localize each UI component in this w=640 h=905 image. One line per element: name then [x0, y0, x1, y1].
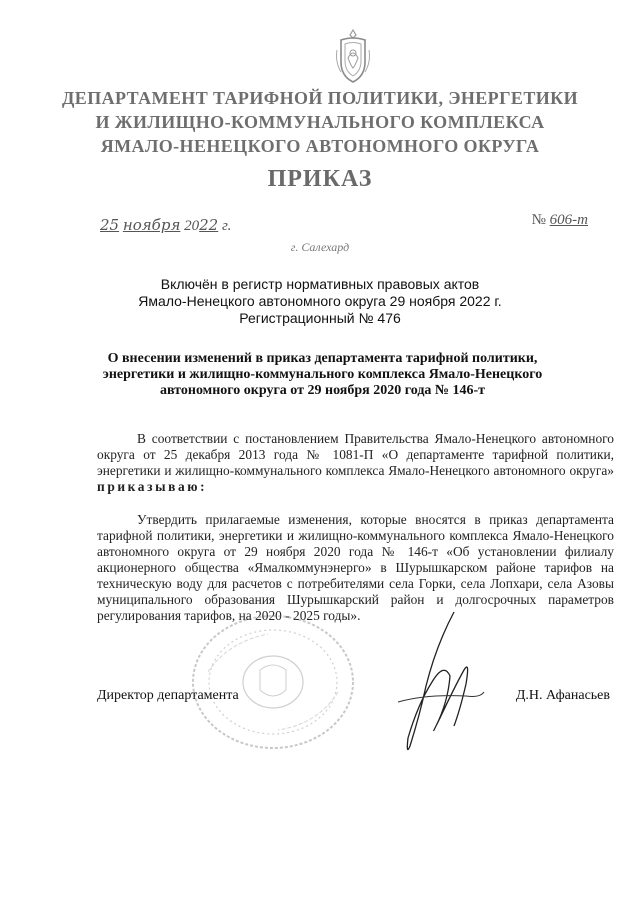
department-line-3: ЯМАЛО-НЕНЕЦКОГО АВТОНОМНОГО ОКРУГА: [100, 136, 540, 156]
order-number: [532, 212, 588, 229]
preamble-text: В соответствии с постановлением Правительства Ямало-Ненецкого автономного округа от 25 декабря 2013 года № 1081-П «О департаменте тарифной политики, энергетики и жилищно-коммунального комплекса Ямало-Ненецкого автономного округа»: [97, 431, 614, 478]
department-name: [40, 86, 600, 158]
date-day: 25: [100, 216, 120, 234]
order-date: [100, 216, 231, 235]
round-seal-icon: [188, 612, 358, 752]
registration-line-1: Включён в регистр нормативных правовых актов: [160, 276, 480, 292]
number-label: №: [531, 212, 546, 228]
operative-paragraph: [97, 512, 614, 624]
handwritten-signature-icon: [396, 606, 486, 766]
registration-line-3: Регистрационный № 476: [239, 310, 401, 326]
department-line-1: ДЕПАРТАМЕНТ ТАРИФНОЙ ПОЛИТИКИ, ЭНЕРГЕТИКИ: [62, 88, 578, 108]
doc-type: ПРИКАЗ: [267, 166, 373, 192]
date-month: ноября: [122, 216, 181, 234]
date-year-prefix: 20: [184, 218, 200, 234]
registration-note: [60, 276, 580, 327]
department-line-2: И ЖИЛИЩНО-КОММУНАЛЬНОГО КОМПЛЕКСА: [95, 112, 545, 132]
signatory-name: Д.Н. Афанасьев: [515, 688, 610, 703]
preamble-paragraph: [97, 431, 614, 495]
date-year-suffix: 22: [199, 216, 219, 234]
order-title-line-3: автономного округа от 29 ноября 2020 года № 146-т: [159, 383, 486, 398]
order-title-line-1: О внесении изменений в приказ департамента тарифной политики,: [107, 351, 538, 366]
order-word: приказываю:: [97, 479, 208, 494]
coat-of-arms-icon: [333, 28, 373, 86]
date-year-unit: г.: [221, 218, 232, 234]
operative-text: Утвердить прилагаемые изменения, которые вносятся в приказ департамента тарифной политики, энергетики и жилищно-коммунального комплекса Ямало-Ненецкого автономного округа от 29 ноября 2020 года № 146-т «Об установлении филиалу акционерного общества «Ямалкоммунэнерго» в Шурышкарском районе тарифов на техническую воду для расчетов с потребителями села Горки, села Лопхари, села Азовы муниципального образования Шурышкарский район и долгосрочных параметров регулирования тарифов, на 2020 - 2025 годы».: [97, 512, 614, 623]
signatory-position: Директор департамента: [97, 688, 239, 703]
number-value: 606-т: [549, 212, 588, 228]
city: г. Салехард: [290, 240, 350, 254]
registration-line-2: Ямало-Ненецкого автономного округа 29 ноября 2022 г.: [138, 293, 502, 309]
order-title-line-2: энергетики и жилищно-коммунального комплекса Ямало-Ненецкого: [102, 367, 543, 382]
order-title: [80, 351, 565, 399]
